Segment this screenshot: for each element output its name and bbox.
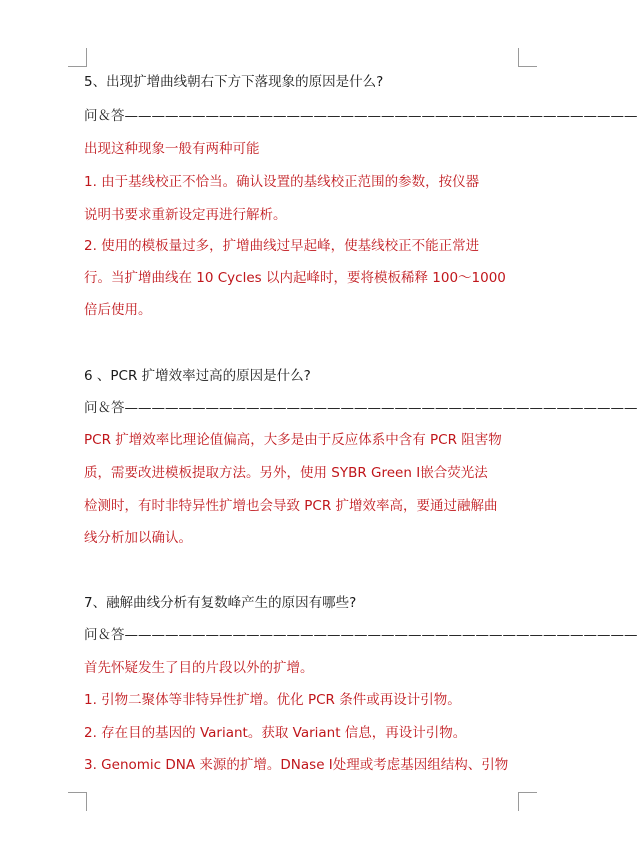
answer-6-line-3: 检测时，有时非特异性扩增也会导致 PCR 扩增效率高，要通过融解曲 [84,498,498,514]
qa-label-7: 问＆答—————————————————————————————————————— [84,627,638,643]
crop-mark-top-left [68,48,87,67]
answer-7-line-2: 1. 引物二聚体等非特异性扩增。优化 PCR 条件或再设计引物。 [84,692,461,708]
crop-mark-bottom-right [518,792,537,811]
answer-5-line-2: 1. 由于基线校正不恰当。确认设置的基线校正范围的参数，按仪器 [84,174,480,190]
answer-6-line-2: 质，需要改进模板提取方法。另外，使用 SYBR Green Ⅰ嵌合荧光法 [84,465,488,481]
answer-5-line-1: 出现这种现象一般有两种可能 [84,141,260,157]
answer-7-line-1: 首先怀疑发生了目的片段以外的扩增。 [84,660,314,676]
answer-7-line-4: 3. Genomic DNA 来源的扩增。DNase Ⅰ处理或考虑基因组结构、引物 [84,757,509,773]
answer-5-line-4: 2. 使用的模板量过多，扩增曲线过早起峰，使基线校正不能正常进 [84,238,480,254]
question-6: 6 、PCR 扩增效率过高的原因是什么? [84,368,311,384]
qa-label-6: 问＆答—————————————————————————————————————— [84,400,638,416]
question-5: 5、出现扩增曲线朝右下方下落现象的原因是什么? [84,74,384,90]
crop-mark-top-right [518,48,537,67]
question-7: 7、融解曲线分析有复数峰产生的原因有哪些? [84,595,357,611]
answer-5-line-3: 说明书要求重新设定再进行解析。 [84,207,287,223]
answer-7-line-3: 2. 存在目的基因的 Variant。获取 Variant 信息，再设计引物。 [84,725,467,741]
answer-6-line-1: PCR 扩增效率比理论值偏高，大多是由于反应体系中含有 PCR 阻害物 [84,432,502,448]
crop-mark-bottom-left [68,792,87,811]
answer-6-line-4: 线分析加以确认。 [84,530,192,546]
qa-label-5: 问＆答—————————————————————————————————————— [84,108,638,124]
answer-5-line-5: 行。当扩增曲线在 10 Cycles 以内起峰时，要将模板稀释 100～1000 [84,270,506,286]
answer-5-line-6: 倍后使用。 [84,302,152,318]
